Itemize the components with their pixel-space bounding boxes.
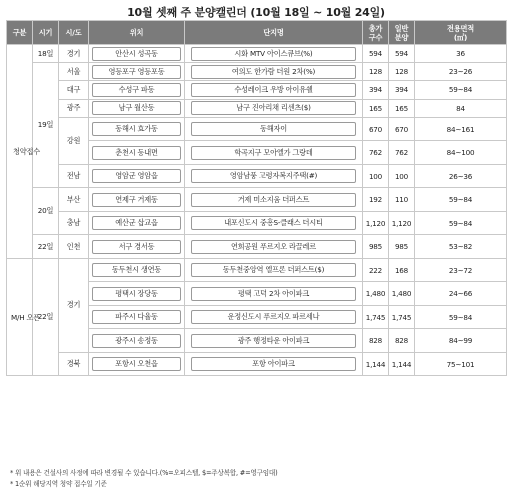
general-units-cell: 594 [389, 45, 415, 63]
area-cell: 84~161 [415, 117, 507, 141]
footnote-basis: * 1순위 해당지역 청약 접수일 기준 [10, 480, 107, 488]
location-cell: 포항시 오천읍 [89, 352, 185, 376]
footnotes [10, 468, 277, 490]
general-units-cell: 168 [389, 258, 415, 282]
location-cell: 평택시 장당동 [89, 282, 185, 306]
date-cell: 22일 [33, 235, 59, 259]
date-cell: 18일 [33, 45, 59, 63]
category-model-house-open: M/H 오픈 [7, 258, 33, 376]
total-units-cell: 762 [363, 141, 389, 165]
complex-cell: 포항 아이파크 [185, 352, 363, 376]
location-cell: 영등포구 영등포동 [89, 63, 185, 81]
general-units-cell: 1,745 [389, 305, 415, 329]
category-subscription: 청약접수 [7, 45, 33, 259]
general-units-cell: 165 [389, 99, 415, 117]
general-units-cell: 670 [389, 117, 415, 141]
complex-cell: 동해자이 [185, 117, 363, 141]
region-cell: 경기 [59, 45, 89, 63]
total-units-cell: 1,144 [363, 352, 389, 376]
area-cell: 53~82 [415, 235, 507, 259]
area-cell: 36 [415, 45, 507, 63]
header-location: 위치 [89, 21, 185, 45]
total-units-cell: 222 [363, 258, 389, 282]
total-units-cell: 985 [363, 235, 389, 259]
location-cell: 예산군 삽교읍 [89, 211, 185, 235]
table-row [7, 352, 507, 376]
complex-cell: 광주 행정타운 아이파크 [185, 329, 363, 353]
location-cell: 남구 월산동 [89, 99, 185, 117]
location-cell: 파주시 다율동 [89, 305, 185, 329]
complex-cell: 내포신도시 중흥S-클래스 더시티 [185, 211, 363, 235]
total-units-cell: 192 [363, 188, 389, 212]
header-date: 시기 [33, 21, 59, 45]
area-cell: 59~84 [415, 211, 507, 235]
complex-cell: 시화 MTV 아이스큐브(%) [185, 45, 363, 63]
region-cell: 대구 [59, 81, 89, 99]
region-cell: 충남 [59, 211, 89, 235]
table-row [7, 81, 507, 99]
table-row [7, 63, 507, 81]
total-units-cell: 1,745 [363, 305, 389, 329]
location-cell: 동해시 효가동 [89, 117, 185, 141]
complex-cell: 운정신도시 푸르지오 파르세나 [185, 305, 363, 329]
total-units-cell: 1,120 [363, 211, 389, 235]
region-cell: 전남 [59, 164, 89, 188]
complex-cell: 남구 진아리채 리센츠($) [185, 99, 363, 117]
complex-cell: 수성레이크 우방 아이유쉘 [185, 81, 363, 99]
location-cell: 안산시 성곡동 [89, 45, 185, 63]
date-cell: 20일 [33, 188, 59, 235]
region-cell: 서울 [59, 63, 89, 81]
general-units-cell: 762 [389, 141, 415, 165]
location-cell: 영암군 영암읍 [89, 164, 185, 188]
complex-cell: 영암남풍 고령자복지주택(#) [185, 164, 363, 188]
area-cell: 59~84 [415, 81, 507, 99]
table-row [7, 211, 507, 235]
general-units-cell: 128 [389, 63, 415, 81]
total-units-cell: 165 [363, 99, 389, 117]
total-units-cell: 100 [363, 164, 389, 188]
general-units-cell: 1,120 [389, 211, 415, 235]
schedule-table [6, 20, 507, 376]
area-cell: 23~26 [415, 63, 507, 81]
total-units-cell: 828 [363, 329, 389, 353]
general-units-cell: 1,480 [389, 282, 415, 306]
header-region: 시/도 [59, 21, 89, 45]
complex-cell: 거제 미소지움 더퍼스트 [185, 188, 363, 212]
header-area: 전용면적 (㎡) [415, 21, 507, 45]
area-cell: 59~84 [415, 305, 507, 329]
general-units-cell: 828 [389, 329, 415, 353]
region-cell: 강원 [59, 117, 89, 164]
date-cell: 19일 [33, 63, 59, 188]
location-cell: 서구 경서동 [89, 235, 185, 259]
area-cell: 84~100 [415, 141, 507, 165]
total-units-cell: 128 [363, 63, 389, 81]
location-cell: 연제구 거제동 [89, 188, 185, 212]
location-cell: 동두천시 생연동 [89, 258, 185, 282]
page-title: 10월 셋째 주 분양캘린더 (10월 18일 ~ 10월 24일) [127, 6, 385, 19]
table-row [7, 235, 507, 259]
region-cell: 경북 [59, 352, 89, 376]
area-cell: 84~99 [415, 329, 507, 353]
total-units-cell: 1,480 [363, 282, 389, 306]
location-cell: 광주시 송정동 [89, 329, 185, 353]
table-header-row [7, 21, 507, 45]
region-cell: 광주 [59, 99, 89, 117]
table-row [7, 45, 507, 63]
area-cell: 59~84 [415, 188, 507, 212]
table-row [7, 117, 507, 141]
location-cell: 춘천시 동내면 [89, 141, 185, 165]
header-complex: 단지명 [185, 21, 363, 45]
area-cell: 24~66 [415, 282, 507, 306]
date-cell: 22일 [33, 258, 59, 376]
complex-cell: 학곡지구 모아엘가 그랑데 [185, 141, 363, 165]
general-units-cell: 110 [389, 188, 415, 212]
table-row [7, 188, 507, 212]
complex-cell: 연희공원 푸르지오 라끌레르 [185, 235, 363, 259]
header-total-units: 총가 구수 [363, 21, 389, 45]
complex-cell: 여의도 한가람 더원 2차(%) [185, 63, 363, 81]
area-cell: 23~72 [415, 258, 507, 282]
general-units-cell: 394 [389, 81, 415, 99]
area-cell: 75~101 [415, 352, 507, 376]
total-units-cell: 394 [363, 81, 389, 99]
location-cell: 수성구 파동 [89, 81, 185, 99]
header-category: 구분 [7, 21, 33, 45]
general-units-cell: 985 [389, 235, 415, 259]
complex-cell: 동두천중앙역 엘프론 더퍼스트($) [185, 258, 363, 282]
table-row [7, 258, 507, 282]
general-units-cell: 100 [389, 164, 415, 188]
area-cell: 84 [415, 99, 507, 117]
area-cell: 26~36 [415, 164, 507, 188]
header-general-units: 일반 분양 [389, 21, 415, 45]
total-units-cell: 670 [363, 117, 389, 141]
footnote-legend: * 위 내용은 건설사의 사정에 따라 변경될 수 있습니다.(%=오피스텔, $=주상복합, #=영구임대) [10, 469, 278, 477]
table-row [7, 164, 507, 188]
region-cell: 부산 [59, 188, 89, 212]
region-cell: 경기 [59, 258, 89, 352]
complex-cell: 평택 고덕 2차 아이파크 [185, 282, 363, 306]
total-units-cell: 594 [363, 45, 389, 63]
table-row [7, 99, 507, 117]
general-units-cell: 1,144 [389, 352, 415, 376]
region-cell: 인천 [59, 235, 89, 259]
